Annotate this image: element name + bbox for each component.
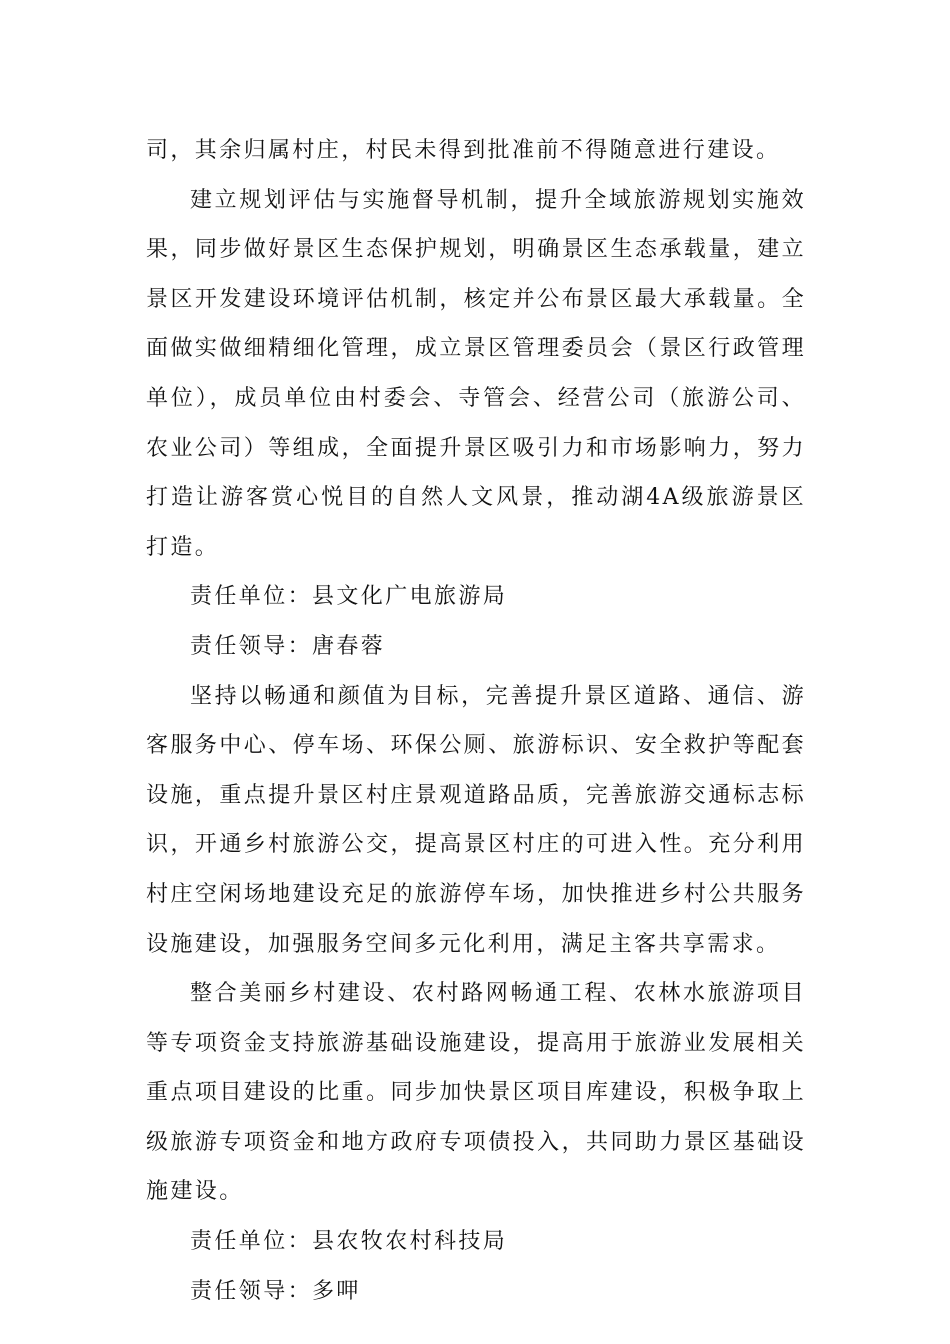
paragraph-planning-evaluation: 建立规划评估与实施督导机制，提升全域旅游规划实施效果，同步做好景区生态保护规划，明确景区生态承载量，建立景区开发建设环境评估机制，核定并公布景区最大承载量。全面做实做细精细化管理，成立景区管理委员会（景区行政管理单位），成员单位由村委会、寺管会、经营公司（旅游公司、农业公司）等组成，全面提升景区吸引力和市场影响力，努力打造让游客赏心悦目的自然人文风景，推动湖4A级旅游景区打造。 [146, 187, 806, 560]
paragraph-funding: 整合美丽乡村建设、农村路网畅通工程、农林水旅游项目等专项资金支持旅游基础设施建设，提高用于旅游业发展相关重点项目建设的比重。同步加快景区项目库建设，积极争取上级旅游专项资金和地方政府专项债投入，共同助力景区基础设施建设。 [146, 981, 806, 1205]
paragraph-continuation: 司，其余归属村庄，村民未得到批准前不得随意进行建设。 [146, 138, 781, 163]
responsible-unit-1: 责任单位：县文化广电旅游局 [190, 584, 508, 610]
responsible-unit-2: 责任单位：县农牧农村科技局 [190, 1229, 508, 1255]
document-body [146, 126, 806, 1316]
responsible-leader-1: 责任领导：唐春蓉 [190, 633, 386, 659]
responsible-leader-2: 责任领导：多呷 [190, 1278, 361, 1304]
paragraph-infrastructure: 坚持以畅通和颜值为目标，完善提升景区道路、通信、游客服务中心、停车场、环保公厕、旅游标识、安全救护等配套设施，重点提升景区村庄景观道路品质，完善旅游交通标志标识，开通乡村旅游公交，提高景区村庄的可进入性。充分利用村庄空闲场地建设充足的旅游停车场，加快推进乡村公共服务设施建设，加强服务空间多元化利用，满足主客共享需求。 [146, 683, 806, 957]
